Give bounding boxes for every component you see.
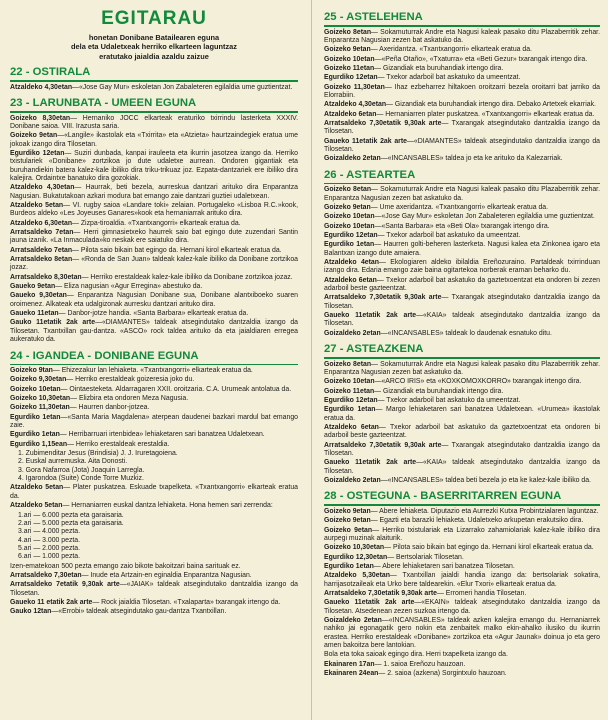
event-text: — Eliza nagusian «Agur Erregina» abestuko da. bbox=[55, 283, 203, 291]
day-section bbox=[10, 66, 298, 92]
event-time: Arratsaldeko 7,30etatik 9,30ak arte bbox=[324, 589, 437, 597]
prize-list-item: 1.ari — 6.000 pezta eta garaisaria. bbox=[18, 511, 124, 519]
event-time: Egurdiko 12etan bbox=[10, 149, 65, 157]
event-time: Atzaldeko 6etan bbox=[324, 110, 377, 118]
event-time: Gaueko 11 etatik 2ak arte bbox=[10, 598, 93, 606]
event-item bbox=[10, 132, 298, 149]
event-item bbox=[324, 459, 600, 476]
event-text: — Txarangak atsegindutako dantzaldia izango da Tilosetan. bbox=[324, 441, 601, 457]
event-time: Egurdiko 12etan bbox=[324, 74, 378, 82]
event-time: Gauko 11etatik 2ak arte bbox=[10, 319, 96, 327]
right-column bbox=[318, 0, 608, 720]
event-text: — Gizandiak eta buruhandiak irtengo dira. bbox=[374, 64, 504, 72]
event-item bbox=[10, 502, 298, 510]
event-item bbox=[324, 554, 600, 562]
event-time: Gaueko 11etatik 2ak arte bbox=[324, 459, 417, 467]
event-text: — Plater puskatzea. Eskuade txapelketa. «Txantxangorri» elkarteak eratua da. bbox=[10, 484, 298, 500]
event-text: — Sokamuturrak Andre eta Nagusi kaleak pasako ditu Plazaberritik zehar. Enparantza Nagusian zezen bat askatuko da. bbox=[324, 186, 600, 202]
event-time: Egurdiko 12etan bbox=[324, 231, 378, 239]
event-item bbox=[10, 247, 298, 255]
event-item bbox=[10, 367, 298, 375]
event-time: Goizaldeko 2etan bbox=[324, 155, 381, 163]
event-item bbox=[10, 386, 298, 394]
event-item bbox=[10, 484, 298, 501]
intro-text bbox=[10, 33, 298, 61]
event-time: Gaueko 9,30etan bbox=[10, 292, 67, 300]
event-time: Gaueko 11etatik 2ak arte bbox=[324, 137, 407, 145]
day-heading: 22 - OSTIRALA bbox=[10, 66, 91, 79]
event-text: — Gizandiak eta buruhandiak irtengo dira. Debako Artetxek ekarriak. bbox=[386, 101, 596, 109]
event-item bbox=[324, 527, 600, 544]
event-text: —«KAIA» taldeak atsegindutako dantzaldia izango da Tilosetan. bbox=[324, 459, 601, 475]
event-time: Egurdiko 1etan bbox=[324, 406, 376, 414]
day-section bbox=[324, 169, 600, 338]
event-text: — Ume axeridantza. «Txantxangorri» elkarteak eratua da. bbox=[370, 203, 549, 211]
event-text: —«JAIAK» taldeak atsegindutako dantzaldia izango da Tilosetan. bbox=[10, 581, 298, 597]
event-item bbox=[324, 599, 600, 616]
event-time: Goizeko 10etan bbox=[324, 378, 375, 386]
event-text: — Txekor adarboil bat askatuko da umeentzat. bbox=[377, 396, 521, 404]
event-text: — Haurren danbor-jotzea. bbox=[69, 404, 150, 412]
event-time: Atzaldeko 5,30etan bbox=[324, 572, 390, 580]
event-time: Goizeko 10etan bbox=[324, 213, 375, 221]
column-divider bbox=[311, 0, 312, 720]
day-heading: 25 - ASTELEHENA bbox=[324, 11, 423, 23]
intro-line: honetan Donibane Batailearen eguna bbox=[88, 33, 220, 42]
day-heading: 24 - IGANDEA - DONIBANE EGUNA bbox=[10, 349, 199, 362]
event-text: — 2. saioa (azkena) Sorgintxulo hauzoan. bbox=[378, 670, 507, 677]
event-time: Goizeko 9etan bbox=[324, 203, 371, 211]
event-item bbox=[10, 310, 298, 318]
event-time: Arratsaldeko 7,30etatik 9,30ak arte bbox=[324, 119, 442, 127]
event-item bbox=[324, 223, 600, 231]
event-text: Izen-ematekoan 500 pezta emango zaio bikote bakoitzari baina sarituak ez. bbox=[10, 562, 241, 570]
prize-list-item: 4.ari — 3.000 pezta. bbox=[18, 536, 81, 544]
event-text: — Ekologiaren aldeko ibilaldia Ereñozuraino. Partaldeak txirrinduan izango dira. Edaria emango zaie baina ogitartekoa norberak eraman beharko du. bbox=[324, 258, 601, 275]
event-text: — Txekor adarboil bat askatuko da gaztetxoentzat eta ondoren bi zezen adarboil beste gazteentzat. bbox=[324, 276, 600, 292]
event-text: — Erromeri handia Tilosetan. bbox=[437, 589, 527, 597]
event-time: Atzaldeko 4,30etan bbox=[324, 101, 387, 109]
event-text: — Bertsolariak Tilosetan. bbox=[387, 553, 464, 561]
event-text: — Herriko erestaldeak goizeresia joko du. bbox=[66, 376, 195, 384]
event-text: —«Errobi» taldeak atsegindutako gau-dantza Txantxillan. bbox=[51, 608, 227, 616]
event-time: Atzaldeko 5etan bbox=[10, 484, 64, 492]
event-item bbox=[324, 477, 600, 485]
event-item bbox=[324, 65, 600, 73]
event-time: Atzaldeko 4,30etan bbox=[10, 184, 75, 192]
day-section bbox=[10, 97, 298, 344]
event-time: Egurdiko 1etan bbox=[10, 431, 60, 439]
event-item bbox=[10, 292, 298, 309]
event-text: —«INCANSABLES» taldea beti bezela jo eta ke kalez-kale ibiliko da. bbox=[380, 476, 591, 484]
event-item bbox=[10, 441, 298, 449]
event-time: Gauko 12tan bbox=[10, 608, 52, 616]
event-text: —«Langile» ikastolak eta «Txirrita» eta «Atzieta» haurtzaindegiek eratua ume jokoak izango dira Tilosetan. bbox=[10, 132, 298, 148]
event-text: — Suziri dunbada, kanpai irauleeta eta ikurrin jasotzea izango da. Herriko txistulariek «Donibane» zortzikoa jo dute udaletxe aurrean. Ondoren gigantiak eta buruhandiekin batera kalez-kale ibiliko dira triku-trikuaz joz. Ezpata-dantzariek ere ibiliko dira kalejira. Ordaintxe banatuko dira gozokiak. bbox=[10, 149, 299, 182]
event-item bbox=[324, 120, 600, 137]
event-time: Atzaldeko 4,30etan bbox=[10, 83, 73, 91]
event-time: Goizeko 9tan bbox=[10, 367, 53, 374]
event-time: Arratsaldeko 7etan bbox=[10, 229, 74, 237]
event-item bbox=[10, 431, 298, 439]
event-text: — VI. rugby saioa «Landare toki» zelaian. Portugaleko «Lisboa R.C.»kook, Burdeos aldeko «Les Joyeuses Ganares»kook eta hernaniarrak arituko dira. bbox=[10, 202, 298, 218]
event-time: Arratsaldeko 7,30etatik 9,30ak arte bbox=[324, 294, 442, 302]
concert-list bbox=[18, 450, 298, 483]
prize-list-item: 2.ari — 5.000 pezta eta garaisaria. bbox=[18, 519, 124, 527]
concert-list-item: 2. Euskal aurremuska. Aita Donosti. bbox=[18, 458, 128, 466]
event-item bbox=[324, 361, 600, 378]
day-heading: 23 - LARUNBATA - UMEEN EGUNA bbox=[10, 97, 197, 110]
event-text: — Hernaniarren plater puskatzea. «Txantxangorri» elkarteak eratua da. bbox=[376, 110, 595, 118]
event-text: — Txekor adarboil bat askatuko da umeentzat. bbox=[377, 231, 521, 239]
prize-list-item: 6.ari — 1.000 pezta. bbox=[18, 553, 81, 561]
event-time: Goizeko 9etan bbox=[324, 517, 371, 525]
event-time: Goizeko 8etan bbox=[324, 28, 372, 36]
event-item bbox=[324, 277, 600, 294]
event-item bbox=[324, 74, 600, 82]
event-time: Atzaldeko 6etan bbox=[324, 423, 379, 431]
event-text: — Inude eta Artzain-en eginaldia Enparantza Nagusian. bbox=[81, 571, 252, 579]
event-item bbox=[10, 283, 298, 291]
event-text: — Sokamuturrak Andre eta Nagusi kaleak pasako ditu Plazaberritik zehar. Enparantza Nagusian zezen bat askatuko da. bbox=[324, 360, 600, 376]
event-text: — Abere lehiaketa. Diputazio eta Aurrezki Kutxa Probintzialaren laguntzaz. bbox=[370, 507, 599, 515]
event-item bbox=[324, 84, 600, 101]
event-text: — Hernaniarren euskal dantza lehiaketa. Hona hemen sari zerrenda: bbox=[62, 502, 273, 510]
event-text: — Ihaz ezbeharrez hiltakoen oroitzarri bezela oroitarri bat jarriko da Elorrabiin. bbox=[324, 83, 601, 99]
event-text: — Txekor adarboil bat askatuko da gaztetxoentzat eta ondoren bi adarboil beste gazteentzat. bbox=[324, 423, 600, 440]
event-text: —«DIAMANTES» taldeak atsegindutako dantzaldia izango da Tilosetan. bbox=[324, 137, 600, 153]
event-time: Goizeko 10,30etan bbox=[10, 395, 71, 403]
event-item bbox=[10, 274, 298, 282]
event-item bbox=[10, 581, 298, 598]
day-section bbox=[324, 490, 600, 678]
event-item bbox=[324, 388, 600, 396]
event-item bbox=[324, 232, 600, 240]
event-item bbox=[10, 256, 298, 273]
event-item bbox=[10, 599, 298, 607]
event-item bbox=[324, 46, 600, 54]
event-time: Atzaldeko 4etan bbox=[324, 258, 379, 266]
event-text: — Herri gimnasietxeko haurrek saio bat egingo dute zuzendari Santin jauna izanik. «La Inmaculada»ko neskak ere saiatuko dira. bbox=[10, 229, 298, 245]
event-item bbox=[10, 608, 298, 616]
event-time: Arratsaldeko 8etan bbox=[10, 256, 73, 264]
event-item bbox=[324, 155, 600, 163]
event-item bbox=[324, 330, 600, 338]
event-item bbox=[324, 204, 600, 212]
event-time: Goizeko 11,30etan bbox=[324, 83, 385, 91]
event-text: —«Peña Otaño», «Txaturra» eta «Beti Gezur» txarangak irtengo dira. bbox=[374, 55, 588, 63]
event-time: Gaueko 11etan bbox=[10, 310, 59, 318]
heading-rule bbox=[10, 111, 298, 113]
right-sections bbox=[324, 11, 600, 678]
event-item bbox=[324, 563, 600, 571]
event-text: —«Santa Maria Magdalena» aterpean daudenei bazkari mardul bat emango zaie. bbox=[10, 413, 298, 430]
event-text: Bola eta toka saioak egingo dira. Herri txapelketa izango da. bbox=[324, 651, 508, 659]
event-item bbox=[324, 442, 600, 459]
event-time: Arratsaldeko 7etatik 9,30ak arte bbox=[10, 581, 120, 589]
event-text: — «Ronda de San Juan» taldeak kalez-kale ibiliko da Donibane zortzikoa jozaz. bbox=[10, 256, 298, 272]
event-time: Goizeko 10etan bbox=[324, 222, 375, 230]
event-time: Goizeko 11etan bbox=[324, 64, 375, 72]
event-text: — Danbor-jotze handia. «Santa Barbara» elkarteak eratua da. bbox=[58, 310, 249, 318]
event-time: Goizeko 9etan bbox=[324, 507, 371, 515]
event-text: —«ARCO IRIS» eta «KOXKOMOXKORRO» txarangak irtengo dira. bbox=[374, 378, 582, 386]
event-text: — Pilota saio bikain bat egingo da. Hernani kirol elkarteak eratua da. bbox=[384, 544, 594, 552]
heading-rule bbox=[324, 504, 600, 506]
event-text: — Herriko erestaldeak erestaldia. bbox=[67, 440, 170, 448]
event-text: — Txantxillan jaialdi handia izango da: bertsolariak sokatira, harrijasotzaileak eta Urko bere taldearekin. «Elur Txori» elkarteak eratua da. bbox=[324, 572, 600, 588]
heading-rule bbox=[324, 25, 600, 27]
event-item bbox=[324, 101, 600, 109]
event-time: Arratsaldeko 7etan bbox=[10, 246, 73, 254]
event-time: Goizaldeko 2etan bbox=[324, 476, 381, 484]
event-text: —«Jose Gay Mur» eskoletan Jon Zabaleteren egilaldia ume guztientzat. bbox=[374, 213, 595, 221]
event-time: Gaueko 11etatik 2ak arte bbox=[324, 311, 417, 319]
event-text: — Sokamuturrak Andre eta Nagusi kaleak pasako ditu Plazaberritik zehar. Enparantza Nagusian zezen bat askatuko da. bbox=[324, 28, 600, 44]
concert-list-item: 1. Zubimenditar Jesus (Brindisia) J. J. Iruretagoiena. bbox=[18, 450, 178, 458]
event-time: Goizeko 9etan bbox=[324, 526, 373, 534]
event-time: Goizeko 11etan bbox=[324, 387, 375, 395]
event-text: —«KAIA» taldeak atsegindutako dantzaldia izango da Tilosetan. bbox=[324, 311, 601, 328]
event-time: Goizeko 9etan bbox=[10, 132, 58, 140]
event-text: — Gizandiak eta buruhandiak irtengo dira. bbox=[374, 387, 504, 395]
event-time: Atzaldeko 5etan bbox=[10, 502, 63, 510]
intro-line: dela eta Udaletxeak herriko elkarteen laguntzaz bbox=[71, 42, 237, 52]
event-item bbox=[324, 661, 600, 669]
prize-list-item: 3.ari — 4.000 pezta. bbox=[18, 528, 81, 536]
event-text: — Ointaesteketa. Aldarragaren XXII. oroitzaria. C.A. Urumeak antolatua da. bbox=[60, 385, 292, 393]
event-time: Arratsaldeko 8,30etan bbox=[10, 273, 82, 281]
event-text: — Haurrak, beti bezela, aurreskua dantzari arituko dira Enparantza Nagusian. Bukatutakoan azkari modura bat emango zaie dantzari guztiei udaletxean. bbox=[10, 184, 298, 200]
event-time: Goizeko 9,30etan bbox=[10, 376, 67, 384]
concert-list-item: 3. Gora Nafarroa (Jota) Joaquin Larregla. bbox=[18, 466, 145, 474]
event-time: Goizeko 8,30etan bbox=[10, 114, 71, 122]
event-time: Atzaldeko 6etan bbox=[324, 276, 377, 284]
event-text: — Zizpa-tiroaldia. «Txantxangorri» elkarteak eratua da. bbox=[72, 219, 241, 227]
event-text: —«INCANSABLES» taldea jo eta ke arituko da Kalezarriak. bbox=[380, 155, 563, 163]
event-time: Goizaldeko 2etan bbox=[324, 329, 381, 337]
event-item bbox=[10, 84, 298, 92]
prize-list-item: 5.ari — 2.000 pezta. bbox=[18, 544, 81, 552]
event-item bbox=[10, 319, 298, 344]
event-item bbox=[324, 406, 600, 423]
event-item bbox=[324, 186, 600, 203]
heading-rule bbox=[324, 183, 600, 185]
heading-rule bbox=[324, 357, 600, 359]
concert-list-item: 4. Igarondoa (Suite) Conde Torre Muzkiz. bbox=[18, 475, 144, 483]
event-time: Goizeko 9etan bbox=[324, 46, 371, 54]
intro-line: eratutako jaialdia azaldu zaizue bbox=[99, 51, 209, 61]
event-text: — Egazti eta barazki lehiaketa. Udaletxeko arkupetan erakutsiko dira. bbox=[370, 517, 584, 525]
event-text: — Rock jaialdia Tilosetan. «Txalaparta» txarangak irtengo da. bbox=[92, 598, 281, 606]
event-text: — Herriko erestaldeak kalez-kale ibiliko da Donibane zortzikoa jozaz. bbox=[81, 273, 293, 281]
heading-rule bbox=[10, 364, 298, 366]
event-item bbox=[324, 572, 600, 589]
event-text: — Haurren golti-beheren lasterketa. Nagusi kalea eta Zinkonea igaro eta Balantxan izango dute amaiera. bbox=[324, 241, 601, 257]
event-time: Goizeko 11,30etan bbox=[10, 404, 70, 412]
event-item bbox=[10, 404, 298, 412]
event-item bbox=[324, 56, 600, 64]
day-heading: 26 - ASTEARTEA bbox=[324, 168, 416, 181]
event-time: Goizeko 8etan bbox=[324, 360, 372, 368]
day-section bbox=[10, 350, 298, 617]
event-text: —«EKAIN» taldeak atsegindutako dantzaldia izango da Tilosetan. Atsedenean zezen suzkoa irtengo da. bbox=[324, 599, 600, 615]
event-item bbox=[324, 294, 600, 311]
event-time: Egurdiko 12etan bbox=[324, 396, 378, 404]
event-text: — Axeridantza. «Txantxangorri» elkarteak eratua da. bbox=[370, 46, 532, 54]
event-time: Egurdiko 1etan bbox=[10, 413, 61, 421]
event-text: — Elizbira eta ondoren Meza Nagusia. bbox=[70, 395, 189, 403]
event-time: Ekainaren 24ean bbox=[324, 670, 379, 677]
event-text: —«DIAMANTES» taldeak atsegindutako dantzaldia izango da Tilosetan. Txantxillan gau-dantza. «ASCO» rock taldea arituko da eta jaialdiaren erregea aukeratuko da. bbox=[10, 319, 298, 344]
event-text: — Margo lehiaketaren sari banatzea Udaletxean. «Urumea» ikastolak eratua da. bbox=[324, 406, 600, 422]
event-text: —«INCANSABLES» taldeak azken kalejira emango du. Hernaniarrek nahiko jai egonagatik gero nokin eta zenbaitek malko ekin-ahalko ilusiko du ikurrin erastea. Herriko erestaldeak «Donibane» zortzikoa eta «Agur Jaunak» doinua jo eta gero amen bakoitza bere lantokian. bbox=[324, 616, 600, 649]
event-text: — Herriko txistulariak eta Lizarrako zahamiolariak kalez-kale ibiliko dira aurpegi muzinak alaiturik. bbox=[324, 526, 601, 542]
event-time: Gaueko 9etan bbox=[10, 283, 56, 291]
event-time: Arratsaldeko 7,30etatik 9,30ak arte bbox=[324, 441, 442, 449]
page-title: EGITARAU bbox=[101, 8, 207, 29]
day-section bbox=[324, 11, 600, 164]
event-item bbox=[324, 617, 600, 650]
event-item bbox=[324, 544, 600, 552]
event-item bbox=[324, 378, 600, 386]
event-time: Goizeko 10etan bbox=[324, 55, 375, 63]
event-text: — Txekor adarboil bat askatuko da umeentzat. bbox=[377, 74, 521, 82]
event-item bbox=[10, 395, 298, 403]
event-item bbox=[10, 115, 298, 132]
event-time: Egurdiko 1etan bbox=[324, 241, 375, 249]
event-item bbox=[324, 312, 600, 329]
event-item bbox=[324, 213, 600, 221]
event-item bbox=[324, 29, 600, 46]
event-text: — Pilota saio bikain bat egingo da. Hernani kirol elkarteak eratua da. bbox=[72, 246, 282, 254]
event-time: Egurdiko 1,15ean bbox=[10, 440, 68, 448]
event-text: —«INCANSABLES» taldeak lo daudenak esnatuko ditu. bbox=[380, 329, 552, 337]
day-section bbox=[324, 343, 600, 485]
event-text: —«Santa Barbara» eta «Beti Ola» txarangak irtengo dira. bbox=[374, 222, 550, 230]
event-item bbox=[324, 259, 600, 276]
event-time: Gaueko 11etatik 2ak arte bbox=[324, 599, 415, 607]
event-time: Egurdiko 1etan bbox=[324, 562, 374, 570]
left-sections bbox=[10, 66, 298, 616]
event-time: Goizeko 8etan bbox=[324, 186, 372, 194]
event-item bbox=[10, 150, 298, 183]
event-text: — Txarangak atsegindutako dantzaldia izango da Tilosetan. bbox=[324, 119, 601, 136]
event-item bbox=[324, 508, 600, 516]
event-text: — Herribarruari irtenbidea» lehiaketaren sari banatzea Udaletxean. bbox=[59, 431, 265, 439]
event-text: — Txarangak atsegindutako dantzaldia izango da Tilosetan. bbox=[324, 294, 601, 310]
event-item bbox=[324, 590, 600, 598]
event-item bbox=[324, 111, 600, 119]
event-time: Atzaldeko 5etan bbox=[10, 202, 64, 209]
event-time: Atzaldeko 6,30etan bbox=[10, 219, 73, 227]
event-item bbox=[10, 563, 298, 571]
event-item bbox=[324, 241, 600, 258]
event-item bbox=[10, 184, 298, 201]
event-item bbox=[10, 220, 298, 228]
event-item bbox=[10, 414, 298, 431]
event-text: — 1. saioa Ereñozu hauzoan. bbox=[374, 660, 466, 668]
day-heading: 27 - ASTEAZKENA bbox=[324, 343, 424, 355]
event-text: — Hernaniko JOCC elkarteak eraturiko txirrindu lasterketa XXXIV. Donibane saioa. VIII. Irazusta saria. bbox=[10, 114, 299, 130]
event-item bbox=[324, 397, 600, 405]
event-item bbox=[324, 424, 600, 441]
event-time: Egurdiko 12,30etan bbox=[324, 553, 388, 561]
event-item bbox=[10, 376, 298, 384]
heading-rule bbox=[10, 80, 298, 82]
event-item bbox=[10, 202, 298, 219]
event-item bbox=[10, 572, 298, 580]
event-item bbox=[324, 138, 600, 155]
event-time: Goizaldeko 2etan bbox=[324, 616, 382, 624]
event-text: — Abere lehiaketaren sari banatzea Tilosetan. bbox=[373, 562, 515, 570]
event-item bbox=[324, 651, 600, 659]
event-text: — Ehizezakur lan lehiaketa. «Txantxangorri» elkarteak eratua da. bbox=[52, 367, 253, 374]
prize-list bbox=[18, 512, 298, 562]
event-time: Arratsaldeko 7,30etan bbox=[10, 571, 82, 579]
event-time: Ekainaren 17an bbox=[324, 660, 375, 668]
event-text: — Enparantza Nagusian Donibane sua, Donibane alantxiboeko suaren oroimenez. Alkateak eta udalgizonak aurresku dantzari arituko dira. bbox=[10, 292, 298, 308]
event-time: Goizeko 10,30etan bbox=[324, 544, 385, 552]
event-time: Goizeko 10etan bbox=[10, 385, 61, 393]
day-heading: 28 - OSTEGUNA - BASERRITARREN EGUNA bbox=[324, 490, 562, 503]
event-item bbox=[10, 229, 298, 246]
event-text: —«Jose Gay Mur» eskoletan Jon Zabaleteren egilaldia ume guztientzat. bbox=[72, 83, 293, 91]
event-item bbox=[324, 670, 600, 678]
event-item bbox=[324, 517, 600, 525]
